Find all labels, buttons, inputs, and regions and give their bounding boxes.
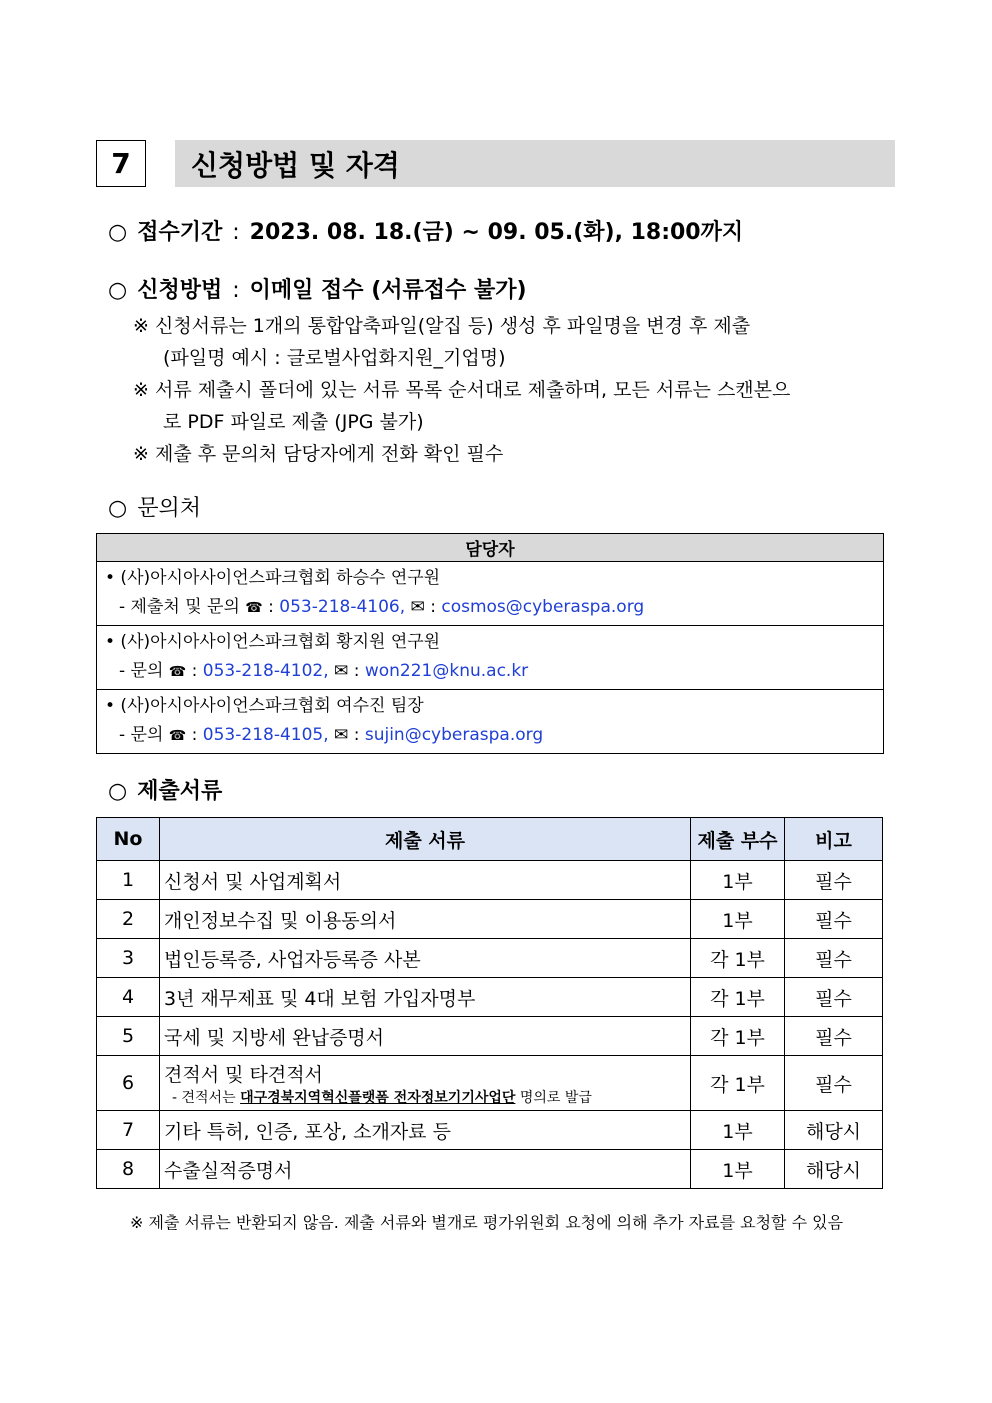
row-doc-cell [160,1056,691,1111]
contact-email-1[interactable]: cosmos@cyberaspa.org [441,597,645,617]
row-doc: 견적서 및 타견적서 [164,1063,323,1086]
contact-role-2: - 문의 [119,661,164,681]
docs-heading [108,774,222,805]
row-doc: 3년 재무제표 및 4대 보험 가입자명부 [160,978,691,1017]
contact-role-1: - 제출처 및 문의 [119,597,240,617]
method-value: 이메일 접수 (서류접수 불가) [249,278,527,303]
section-number: 7 [96,140,146,187]
row-no: 1 [97,861,160,900]
docs-marker: ○ [108,779,128,804]
row-no: 8 [97,1150,160,1189]
docs-footnote: ※ 제출 서류는 반환되지 않음. 제출 서류와 별개로 평가위원회 요청에 의해 추가 자료를 요청할 수 있음 [130,1213,844,1232]
row-copies: 각 1부 [691,939,785,978]
mail-icon: ✉ [410,597,425,617]
row-doc: 법인등록증, 사업자등록증 사본 [160,939,691,978]
row-doc: 국세 및 지방세 완납증명서 [160,1017,691,1056]
contact-heading [108,491,201,522]
phone-icon: ☎ [245,600,263,616]
row-note: 필수 [785,939,883,978]
table-row [97,861,883,900]
subnote-pre: - 견적서는 [172,1089,236,1106]
table-row [97,1056,883,1111]
docs-label: 제출서류 [137,779,223,804]
row-note: 필수 [785,1017,883,1056]
table-row [97,900,883,939]
phone-icon: ☎ [168,664,187,680]
method-line [108,273,527,304]
mail-icon: ✉ [334,725,349,745]
row-doc: 기타 특허, 인증, 포상, 소개자료 등 [160,1111,691,1150]
docs-header-note: 비고 [785,818,883,861]
contact-email-3[interactable]: sujin@cyberaspa.org [364,725,544,745]
row-copies: 각 1부 [691,1017,785,1056]
docs-header-doc: 제출 서류 [160,818,691,861]
docs-table [96,817,883,1189]
contact-info-3: - 문의 ☎ : 053-218-4105, ✉ : sujin@cyberaspa.org [119,725,544,745]
table-row [97,1017,883,1056]
method-label: 신청방법 [137,278,223,303]
row-copies: 1부 [691,1150,785,1189]
contact-phone-2[interactable]: 053-218-4102, [202,661,329,681]
contact-email-2[interactable]: won221@knu.ac.kr [364,661,529,681]
row-doc: 신청서 및 사업계획서 [160,861,691,900]
row-copies: 각 1부 [691,978,785,1017]
row-copies: 각 1부 [691,1056,785,1111]
contact-cell-1 [97,562,884,626]
method-note-3: ※ 서류 제출시 폴더에 있는 서류 목록 순서대로 제출하며, 모든 서류는 스캔본으 [133,379,791,401]
docs-header-no: No [97,818,160,861]
contact-name-3: • (사)아시아사이언스파크협회 여수진 팀장 [105,696,424,716]
row-note: 필수 [785,1056,883,1111]
row-no: 2 [97,900,160,939]
row-note: 필수 [785,900,883,939]
contact-header: 담당자 [97,534,884,562]
contact-cell-2 [97,626,884,690]
mail-icon: ✉ [334,661,349,681]
period-sep: : [232,220,240,245]
contact-label: 문의처 [137,496,201,521]
table-row [97,978,883,1017]
contact-table [96,533,884,754]
table-row [97,1111,883,1150]
row-note: 필수 [785,978,883,1017]
contact-info-2: - 문의 ☎ : 053-218-4102, ✉ : won221@knu.ac.kr [119,661,529,681]
contact-info-1: - 제출처 및 문의 ☎ : 053-218-4106, ✉ : cosmos@cyberaspa.org [119,597,645,617]
row-no: 7 [97,1111,160,1150]
row-note: 해당시 [785,1150,883,1189]
period-value: 2023. 08. 18.(금) ~ 09. 05.(화), 18:00까지 [249,220,744,245]
row-no: 5 [97,1017,160,1056]
row-note: 해당시 [785,1111,883,1150]
contact-phone-3[interactable]: 053-218-4105, [202,725,329,745]
row-doc: 개인정보수집 및 이용동의서 [160,900,691,939]
row-copies: 1부 [691,900,785,939]
method-sep: : [232,278,240,303]
row-copies: 1부 [691,1111,785,1150]
method-note-2: (파일명 예시 : 글로벌사업화지원_기업명) [163,347,506,369]
docs-header-copies: 제출 부수 [691,818,785,861]
contact-phone-1[interactable]: 053-218-4106, [279,597,406,617]
row-note: 필수 [785,861,883,900]
period-line [108,215,743,246]
method-note-1: ※ 신청서류는 1개의 통합압축파일(알집 등) 생성 후 파일명을 변경 후 제출 [133,315,751,337]
table-row [97,939,883,978]
contact-role-3: - 문의 [119,725,164,745]
row-no: 4 [97,978,160,1017]
contact-name-1: • (사)아시아사이언스파크협회 하승수 연구원 [105,568,441,588]
phone-icon: ☎ [168,728,187,744]
subnote-post: 명의로 발급 [519,1089,592,1106]
contact-marker: ○ [108,496,128,521]
subnote-bold: 대구경북지역혁신플랫폼 전자정보기기사업단 [240,1089,516,1106]
contact-name-2: • (사)아시아사이언스파크협회 황지원 연구원 [105,632,441,652]
method-note-4: 로 PDF 파일로 제출 (JPG 불가) [163,411,424,433]
contact-cell-3 [97,690,884,754]
row-doc-subnote [164,1087,686,1107]
section-title [175,140,895,187]
row-no: 3 [97,939,160,978]
table-row [97,1150,883,1189]
period-marker: ○ [108,220,128,245]
row-copies: 1부 [691,861,785,900]
row-no: 6 [97,1056,160,1111]
method-note-5: ※ 제출 후 문의처 담당자에게 전화 확인 필수 [133,443,504,465]
row-doc: 수출실적증명서 [160,1150,691,1189]
method-marker: ○ [108,278,128,303]
section-title-text: 신청방법 및 자격 [191,148,400,182]
period-label: 접수기간 [137,220,223,245]
